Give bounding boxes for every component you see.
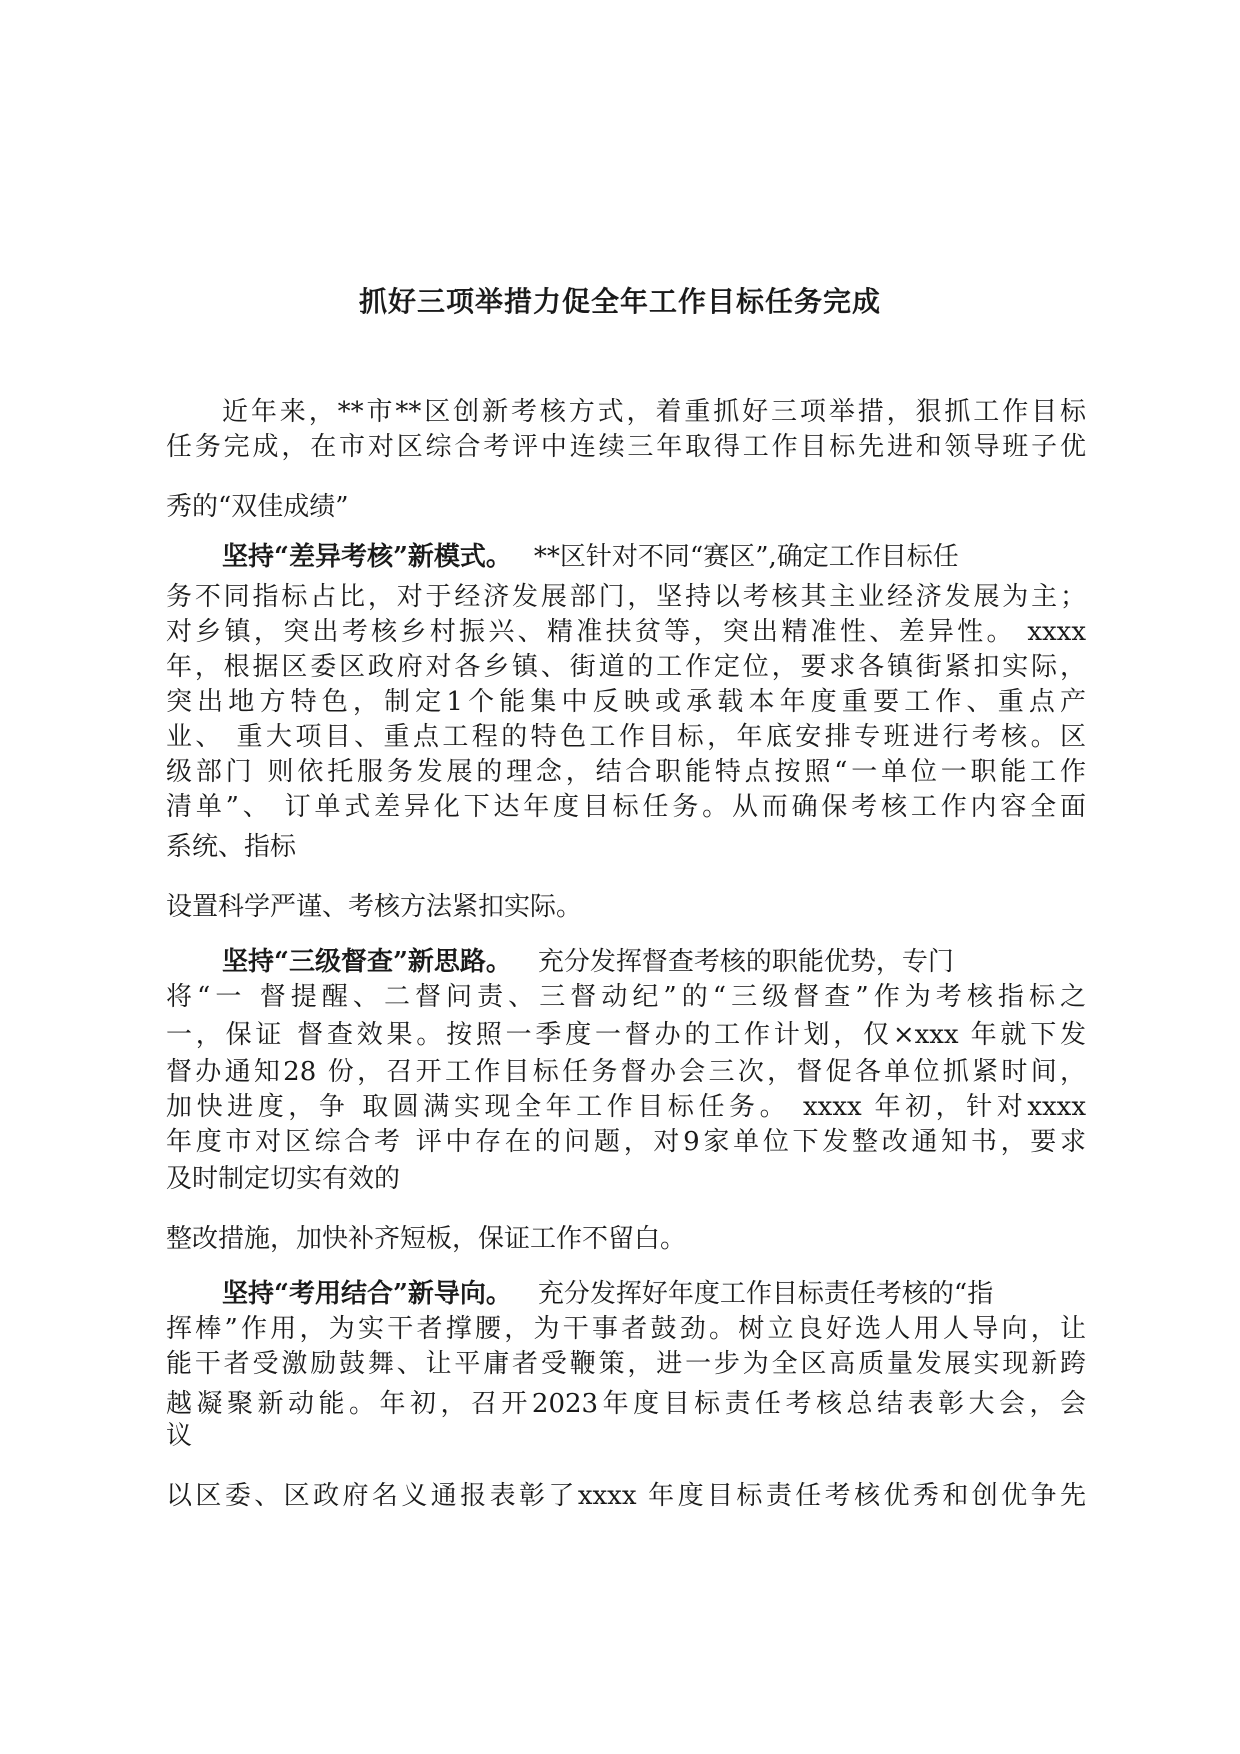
paragraph-line: 加快进度，争 取圆满实现全年工作目标任务。 xxxx 年初，针对xxxx [166, 1092, 1086, 1122]
paragraph-line: 督办通知28 份，召开工作目标任务督办会三次，督促各单位抓紧时间， [166, 1057, 1086, 1087]
paragraph-line: 突出地方特色，制定1个能集中反映或承载本年度重要工作、重点产 [166, 687, 1086, 717]
paragraph-line: 近年来，**市**区创新考核方式，着重抓好三项举措，狠抓工作目标 [222, 397, 1086, 427]
paragraph-line: 任务完成，在市对区综合考评中连续三年取得工作目标先进和领导班子优 [166, 432, 1086, 462]
section-heading: 坚持“考用结合”新导向。 [222, 1279, 512, 1309]
paragraph-line: 议 [166, 1421, 193, 1451]
paragraph-line: 越凝聚新动能。年初，召开2023年度目标责任考核总结表彰大会，会 [166, 1389, 1086, 1419]
paragraph-text: **区针对不同“赛区”,确定工作目标任 [533, 542, 959, 572]
paragraph-line: 以区委、区政府名义通报表彰了xxxx 年度目标责任考核优秀和创优争先 [166, 1481, 1086, 1511]
paragraph-text: 充分发挥好年度工作目标责任考核的“指 [537, 1279, 994, 1309]
paragraph-line: 秀的“双佳成绩” [166, 492, 349, 522]
paragraph-line: 业、 重大项目、重点工程的特色工作目标，年底安排专班进行考核。区 [166, 722, 1086, 752]
paragraph-line: 对乡镇，突出考核乡村振兴、精准扶贫等，突出精准性、差异性。 xxxx [166, 617, 1086, 647]
paragraph-line: 挥棒”作用，为实干者撑腰，为干事者鼓劲。树立良好选人用人导向，让 [166, 1314, 1086, 1344]
paragraph-first-line [166, 537, 1086, 577]
paragraph-line: 能干者受激励鼓舞、让平庸者受鞭策，进一步为全区高质量发展实现新跨 [166, 1349, 1086, 1379]
paragraph-line: 系统、指标 [166, 832, 297, 862]
paragraph-line: 一，保证 督查效果。按照一季度一督办的工作计划，仅×xxx 年就下发 [166, 1020, 1086, 1050]
paragraph-text: 充分发挥督查考核的职能优势，专门 [537, 947, 954, 977]
document-title: 抓好三项举措力促全年工作目标任务完成 [358, 285, 881, 318]
section-heading: 坚持“三级督查”新思路。 [222, 947, 512, 977]
paragraph-line: 级部门 则依托服务发展的理念，结合职能特点按照“一单位一职能工作 [166, 757, 1086, 787]
paragraph-line: 将“一 督提醒、二督问责、三督动纪”的“三级督查”作为考核指标之 [166, 982, 1086, 1012]
paragraph-line: 年度市对区综合考 评中存在的问题，对9家单位下发整改通知书，要求 [166, 1127, 1086, 1157]
paragraph-line: 年，根据区委区政府对各乡镇、街道的工作定位，要求各镇街紧扣实际， [166, 652, 1086, 682]
paragraph-first-line [166, 1274, 1086, 1314]
paragraph-line: 清单”、 订单式差异化下达年度目标任务。从而确保考核工作内容全面 [166, 792, 1086, 822]
section-heading: 坚持“差异考核”新模式。 [222, 542, 512, 572]
paragraph-line: 务不同指标占比，对于经济发展部门，坚持以考核其主业经济发展为主； [166, 582, 1086, 612]
paragraph-line: 整改措施，加快补齐短板，保证工作不留白。 [166, 1224, 687, 1254]
paragraph-first-line [166, 942, 1086, 982]
paragraph-line: 设置科学严谨、考核方法紧扣实际。 [166, 892, 583, 922]
paragraph-line: 及时制定切实有效的 [166, 1164, 401, 1194]
